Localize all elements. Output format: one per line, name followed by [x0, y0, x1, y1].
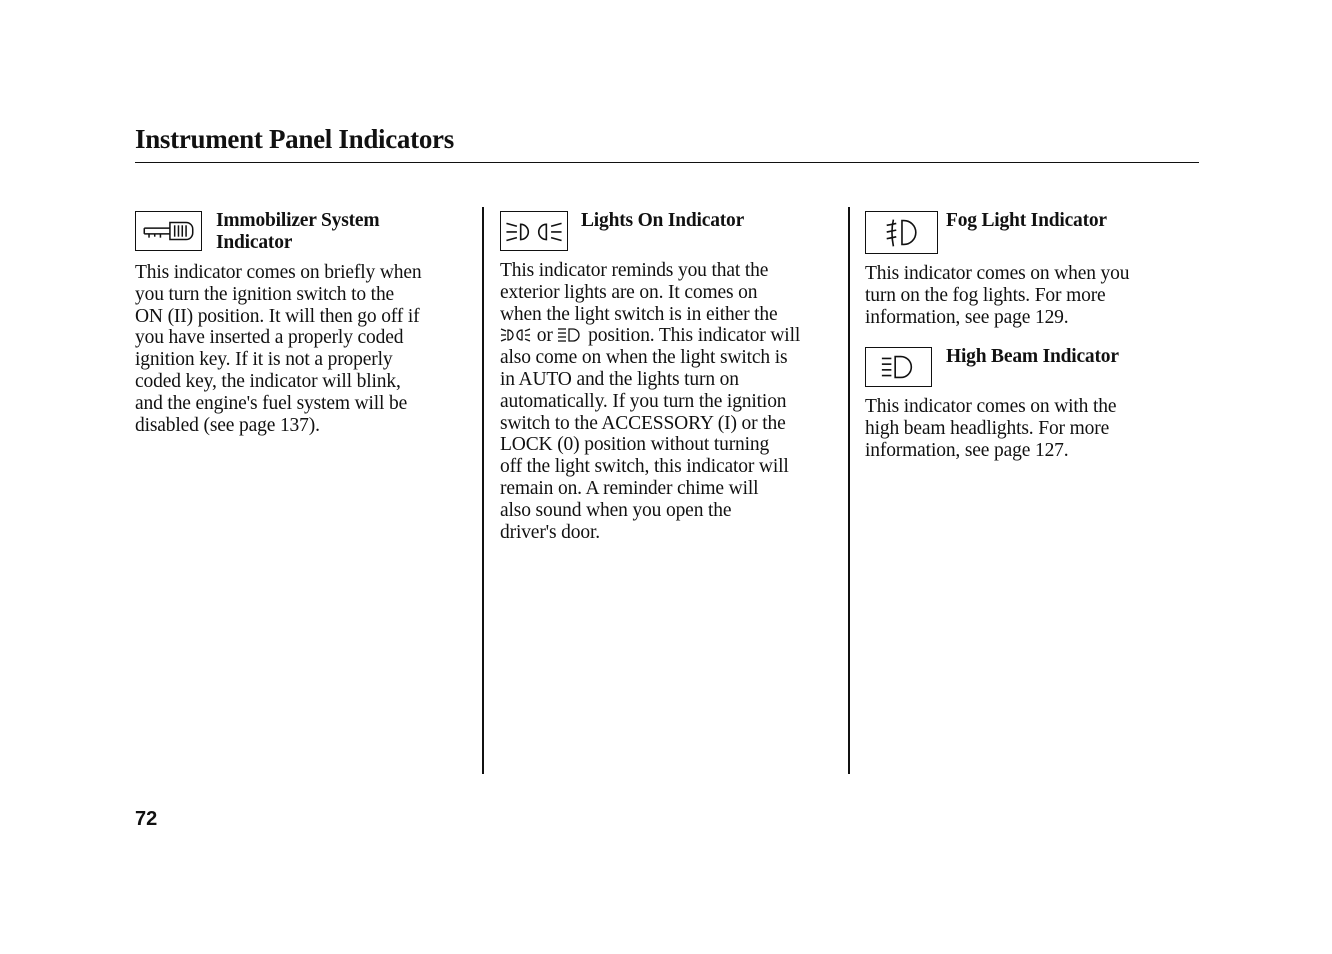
page-title: Instrument Panel Indicators [135, 124, 454, 154]
high-beam-description: This indicator comes on with the high beam headlights. For more information, see page 127. [865, 396, 1117, 461]
parking-lights-icon [500, 211, 568, 251]
inline-or: or [536, 325, 553, 347]
high-beam-heading: High Beam Indicator [946, 346, 1119, 367]
lights-on-heading: Lights On Indicator [581, 210, 745, 231]
high-beam-icon [865, 347, 932, 387]
title-divider [135, 162, 1199, 163]
fog-light-heading: Fog Light Indicator [946, 210, 1107, 231]
headlight-inline-icon [557, 326, 583, 344]
parking-lights-inline-icon [500, 326, 532, 344]
immobilizer-description: This indicator comes on briefly when you turn the ignition switch to the ON (II) position. It will then go off if you have inserted a properly coded ignition key. If it is not a properly coded key, the indicator will blink, and the engine's fuel system will be disabled (see page 137). [135, 262, 422, 436]
page-number: 72 [135, 808, 158, 830]
immobilizer-heading: Immobilizer System Indicator [216, 210, 380, 253]
fog-light-icon [865, 211, 938, 254]
column-divider-left [482, 207, 484, 774]
key-icon [135, 211, 202, 251]
lights-on-description: This indicator reminds you that the exterior lights are on. It comes on when the light switch is in either the or position. This indicator will also come on when the light switch is in AUTO and the lights turn on automatically. If you turn the ignition switch to the ACCESSORY (I) or the LOCK (0) position without turning off the light switch, this indicator will remain on. A reminder chime will also sound when you open the driver's door. [500, 260, 801, 543]
column-divider-right [848, 207, 850, 774]
fog-light-description: This indicator comes on when you turn on the fog lights. For more information, see page 129. [865, 263, 1130, 328]
